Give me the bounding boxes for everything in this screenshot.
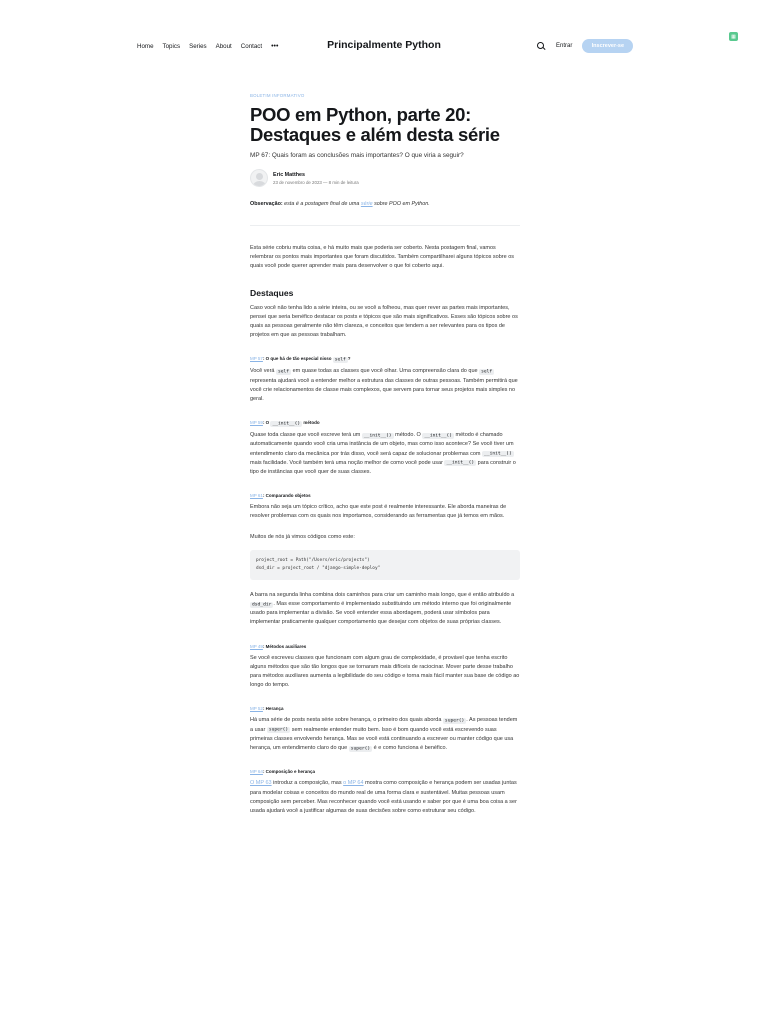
- author-avatar[interactable]: [250, 169, 268, 187]
- author-name[interactable]: Eric Matthes: [273, 171, 306, 178]
- extension-badge-icon[interactable]: ▦: [729, 32, 738, 41]
- inline-code: self: [334, 357, 346, 363]
- paragraph-mp64: O MP 63 introduz a composição, mas o MP 64 mostra como composição e herança podem ser usadas juntas para modelar coisas e conceitos do mundo real de uma forma clara e sustentável. Muitas pessoas usam composição sem perceber. Mas reconhecer quando você está usando e saber por que é uma boa coisa a ser usada ajudará você a justificar algumas de suas decisões sobre como estruturar seu código.: [250, 780, 517, 814]
- section-heading: Destaques: [250, 287, 294, 298]
- paragraph-mp59: Quase toda classe que você escreve terá um __init__() método. O __init__() método é chamado automaticamente quando você cria uma instância de um objeto, mas como isso acontece? Se você tiver um entendimento claro da mecânica por trás disso, você será capaz de solucionar problemas com __init__() mais facilidade. Você também terá uma noção melhor de como você pode usar __init__() para construir o tipo de instâncias que você quer de suas classes.: [250, 432, 516, 476]
- link-mp59[interactable]: MP 59: [250, 420, 263, 426]
- code-line: dsd_dir = project_root / "django-simple-deploy": [256, 565, 381, 571]
- nav-home[interactable]: Home: [137, 42, 154, 50]
- link-mp49[interactable]: MP 49: [250, 643, 263, 649]
- paragraph-mp57: Você verá self em quase todas as classes que você olhar. Uma compreensão clara do que self representa ajudará você a entender melhor a estrutura das classes de outras pessoas. Também permitirá que você crie relacionamentos de classe mais complexos, que servem para tornar seus projetos mais simples no geral.: [250, 368, 518, 403]
- site-header: [0, 38, 768, 54]
- publish-date: 23 de novembro de 2023 — 8 min de leitura: [273, 179, 359, 185]
- main-nav: [137, 38, 278, 54]
- article-title: [250, 105, 520, 145]
- inline-code: __init__(): [363, 433, 392, 439]
- inline-code: self: [481, 369, 493, 375]
- series-note: [250, 201, 520, 207]
- inline-code: __init__(): [424, 433, 452, 439]
- article: [250, 93, 520, 816]
- inline-code: self: [278, 369, 290, 375]
- article-subtitle: MP 67: Quais foram as conclusões mais importantes? O que viria a seguir?: [250, 152, 464, 159]
- paragraph-mp49: Se você escreveu classes que funcionam com algum grau de complexidade, é provável que tenha escrito alguns métodos que são tão longos que se tornaram mais difíceis de raciocinar. Mover parte desse trabalho para métodos auxiliares aumenta a legibilidade do seu código e torna mais fácil manter sua base de código ao longo do tempo.: [250, 654, 520, 689]
- inline-code: __init__(): [446, 460, 475, 466]
- link-mp64[interactable]: MP 64: [250, 769, 263, 775]
- byline: [250, 169, 520, 187]
- subheading-text: ?: [347, 356, 351, 362]
- header-actions: [537, 38, 633, 54]
- subheading-mp59: MP 59: O __init__() método: [250, 420, 320, 427]
- login-link[interactable]: Entrar: [556, 43, 573, 49]
- title-line-2: Destaques e além desta série: [250, 124, 500, 145]
- paragraph-mp61: Embora não seja um tópico crítico, acho que este post é realmente interessante. Ele aborda maneiras de resolver problemas com os quais nos importamos, considerando as ferramentas que já temos em mãos.: [250, 504, 507, 520]
- subheading-mp52: MP 52: Herança: [250, 706, 284, 712]
- highlights-paragraph: Caso você não tenha lido a série inteira, ou se você a folheou, mas quer rever as partes mais importantes, pensei que seria benéfico destacar os posts e tópicos que são mais significativos. Esses são tópicos sobre os quais as pessoas geralmente não têm clareza, e conceitos que tendem a ser relevantes para os tipos de projetos em que as pessoas trabalham.: [250, 304, 518, 339]
- link-mp57[interactable]: MP 57: [250, 356, 263, 362]
- subheading-mp57: [250, 356, 520, 362]
- inline-code: super(): [268, 727, 289, 733]
- code-line: project_root = Path("/Users/eric/projects"): [256, 557, 370, 563]
- article-kicker[interactable]: BOLETIM INFORMATIVO: [250, 93, 305, 98]
- subheading-text: : O que há de tão especial nisso: [262, 356, 333, 362]
- paragraph-code-intro: Muitos de nós já vimos códigos como este:: [250, 533, 355, 540]
- link-mp64-inline[interactable]: o MP 64: [343, 780, 364, 787]
- inline-code: super(): [350, 746, 371, 752]
- nav-contact[interactable]: Contact: [240, 42, 263, 50]
- inline-code: __init__(): [484, 451, 512, 457]
- title-line-1: POO em Python, parte 20:: [250, 104, 472, 125]
- nav-topics[interactable]: Topics: [162, 42, 181, 50]
- search-icon[interactable]: [537, 42, 546, 51]
- nav-series[interactable]: Series: [189, 42, 207, 50]
- note-label: Observação:: [250, 201, 283, 207]
- nav-more-icon[interactable]: •••: [271, 42, 279, 50]
- link-mp61[interactable]: MP 61: [250, 493, 263, 499]
- site-brand[interactable]: Principalmente Python: [327, 39, 441, 51]
- subheading-mp64: MP 64: Composição e herança: [250, 769, 315, 775]
- paragraph-path-division: A barra na segunda linha combina dois caminhos para criar um caminho mais longo, que é então atribuído a dsd_dir . Mas esse comportamento é implementado substituindo um método interno que foi originalmente usado para implementar a divisão. Se você entender essa abordagem, poderá usar símbolos para implementar praticamente qualquer comportamento que desejar com objetos de suas próprias classes.: [250, 591, 515, 626]
- code-block: [250, 550, 520, 580]
- divider: [250, 225, 520, 226]
- series-link[interactable]: série: [360, 201, 373, 207]
- note-text: esta é a postagem final de uma: [282, 201, 361, 207]
- subscribe-button[interactable]: Inscrever-se: [582, 39, 633, 53]
- inline-code: dsd_dir: [252, 602, 272, 608]
- subheading-mp61: MP 61: Comparando objetos: [250, 493, 311, 499]
- paragraph-mp52: Há uma série de posts nesta série sobre herança, o primeiro dos quais aborda super() . As pessoas tendem a usar super() sem realmente entender muito bem. Isso é bom quando você está escrevendo suas primeiras classes envolvendo herança. Mas se você está continuando a escrever ou manter código que usa herança, um entendimento claro do que super() é e como funciona é benéfico.: [250, 717, 518, 752]
- nav-about[interactable]: About: [215, 42, 232, 50]
- inline-code: super(): [444, 718, 465, 724]
- subheading-mp49: MP 49: Métodos auxiliares: [250, 643, 307, 649]
- intro-paragraph: Esta série cobriu muita coisa, e há muito mais que poderia ser coberto. Nesta postagem final, vamos relembrar os pontos mais importantes que foram discutidos. Também compartilharei alguns tópicos sobre os quais você pode querer aprender mais para desenvolver o que foi coberto aqui.: [250, 245, 515, 270]
- inline-code: __init__(): [272, 421, 301, 427]
- link-mp52[interactable]: MP 52: [250, 706, 263, 712]
- link-mp63[interactable]: O MP 63: [250, 780, 272, 787]
- note-text-end: sobre POO em Python.: [372, 201, 430, 207]
